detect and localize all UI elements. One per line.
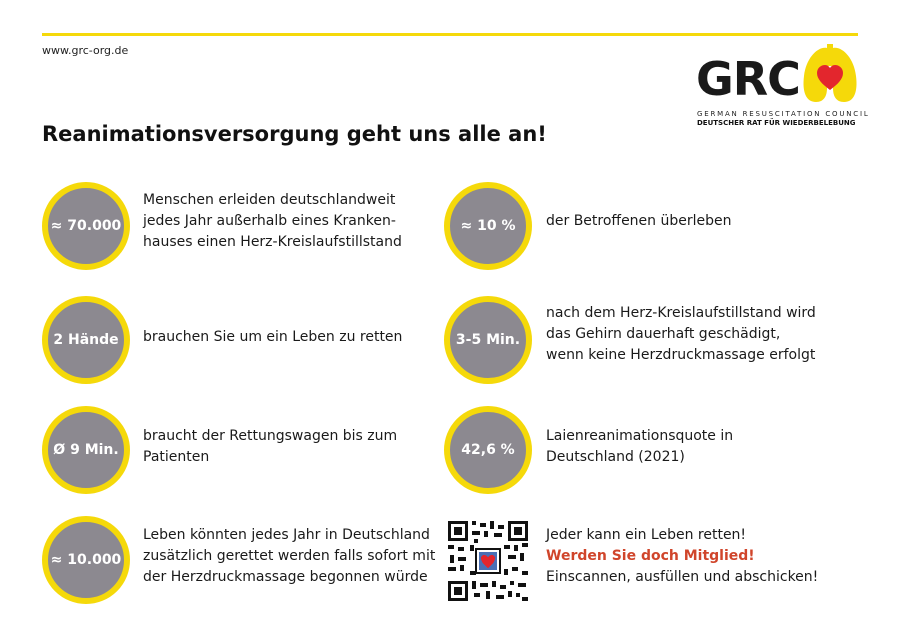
stat-text-lives-saved xyxy=(143,525,435,588)
membership-qr-code[interactable] xyxy=(448,521,528,601)
text-line: nach dem Herz-Kreislaufstillstand wird xyxy=(546,305,816,321)
stat-text-bystander-rate xyxy=(546,426,733,468)
top-divider xyxy=(42,33,858,36)
page-title: Reanimationsversorgung geht uns alle an! xyxy=(42,122,547,146)
cta-line-3: Einscannen, ausfüllen und abschicken! xyxy=(546,569,819,585)
text-line: Leben könnten jedes Jahr in Deutschland xyxy=(143,527,430,543)
text-line: das Gehirn dauerhaft geschädigt, xyxy=(546,326,781,342)
stat-text-ambulance-time xyxy=(143,426,397,468)
text-line: Deutschland (2021) xyxy=(546,449,685,465)
text-line: der Betroffenen überleben xyxy=(546,213,732,229)
text-line: brauchen Sie um ein Leben zu retten xyxy=(143,329,403,345)
text-line: jedes Jahr außerhalb eines Kranken- xyxy=(143,213,396,229)
logo-tagline-german: DEUTSCHER RAT FÜR WIEDERBELEBUNG xyxy=(697,119,856,127)
text-line: der Herzdruckmassage begonnen würde xyxy=(143,569,428,585)
stat-text-survival xyxy=(546,211,732,232)
logo-tagline-english: GERMAN RESUSCITATION COUNCIL xyxy=(697,110,870,118)
stat-text-cardiac-arrests xyxy=(143,190,402,253)
cta-membership-link[interactable]: Werden Sie doch Mitglied! xyxy=(546,548,755,564)
membership-cta xyxy=(546,525,818,588)
text-line: braucht der Rettungswagen bis zum xyxy=(143,428,398,444)
stat-badge-ambulance-time: Ø 9 Min. xyxy=(42,406,130,494)
stat-badge-survival: ≈ 10 % xyxy=(444,182,532,270)
stat-badge-cardiac-arrests: ≈ 70.000 xyxy=(42,182,130,270)
stat-badge-bystander-rate: 42,6 % xyxy=(444,406,532,494)
logo-letters: GRC xyxy=(696,52,800,106)
text-line: Menschen erleiden deutschlandweit xyxy=(143,192,396,208)
text-line: zusätzlich gerettet werden falls sofort mit xyxy=(143,548,436,564)
text-line: wenn keine Herzdruckmassage erfolgt xyxy=(546,347,816,363)
grc-logo xyxy=(694,44,870,127)
text-line: hauses einen Herz-Kreislaufstillstand xyxy=(143,234,402,250)
stat-text-brain-damage xyxy=(546,303,816,366)
lungs-heart-icon xyxy=(800,44,860,106)
text-line: Laienreanimationsquote in xyxy=(546,428,734,444)
stat-badge-hands: 2 Hände xyxy=(42,296,130,384)
website-url[interactable]: www.grc-org.de xyxy=(42,44,129,57)
stat-badge-brain-damage: 3-5 Min. xyxy=(444,296,532,384)
stat-text-hands xyxy=(143,327,402,348)
text-line: Patienten xyxy=(143,449,210,465)
stat-badge-lives-saved: ≈ 10.000 xyxy=(42,516,130,604)
cta-line-1: Jeder kann ein Leben retten! xyxy=(546,527,747,543)
